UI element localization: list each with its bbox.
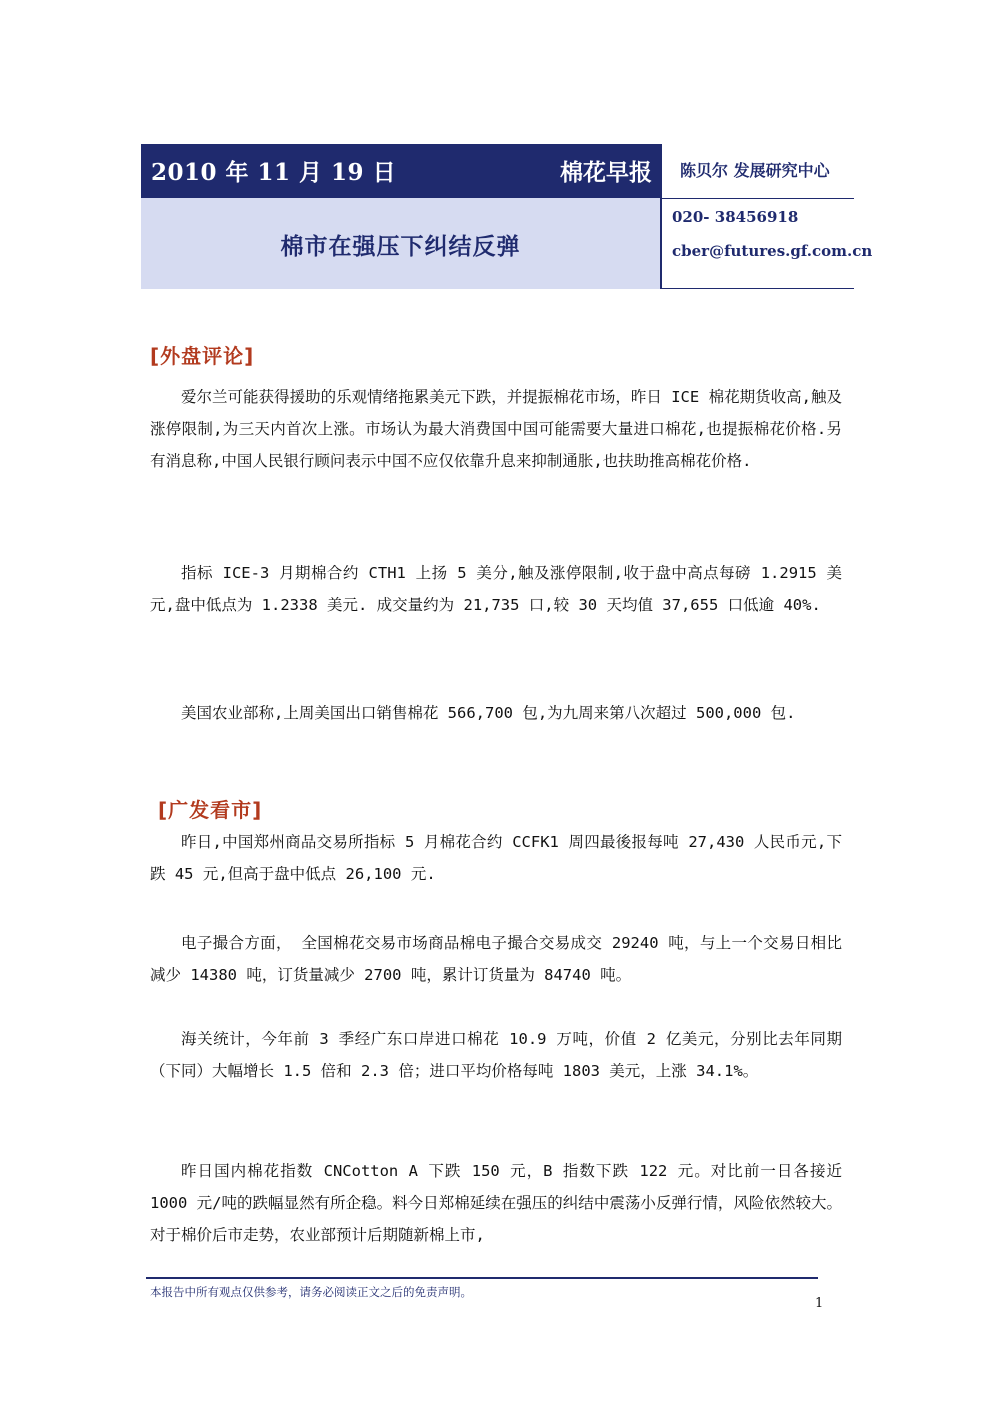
date-bar [141, 144, 660, 198]
paragraph: 指标 ICE-3 月期棉合约 CTH1 上扬 5 美分,触及涨停限制,收于盘中高点每磅 1.2915 美元,盘中低点为 1.2338 美元. 成交量约为 21,735 口,较 30 天均值 37,655 口低逾 40%. [150, 564, 842, 614]
page-number: 1 [815, 1296, 824, 1311]
report-date: 2010 年 11 月 19 日 [151, 159, 397, 186]
contact-divider [662, 288, 854, 289]
report-type: 棉花早报 [560, 160, 652, 186]
section-title-gf: [广发看市] [158, 798, 263, 822]
paragraph: 昨日,中国郑州商品交易所指标 5 月棉花合约 CCFK1 周四最後报每吨 27,430 人民币元,下跌 45 元,但高于盘中低点 26,100 元. [150, 833, 842, 883]
paragraph: 美国农业部称,上周美国出口销售棉花 566,700 包,为九周来第八次超过 500,000 包. [181, 704, 796, 722]
contact-top [662, 144, 854, 199]
contact-panel [660, 144, 873, 289]
contact-phone: 020- 38456918 [672, 208, 799, 226]
paragraph: 昨日国内棉花指数 CNCotton A 下跌 150 元，B 指数下跌 122 元。对比前一日各接近 1000 元/吨的跌幅显然有所企稳。料今日郑棉延续在强压的纠结中震荡小反弹行情，风险依然较大。对于棉价后市走势，农业部预计后期随新棉上市, [150, 1162, 842, 1244]
footer-disclaimer: 本报告中所有观点仅供参考，请务必阅读正文之后的免责声明。 [150, 1285, 472, 1299]
report-title: 棉市在强压下纠结反弹 [280, 234, 521, 260]
title-box [141, 198, 660, 289]
paragraph: 海关统计，今年前 3 季经广东口岸进口棉花 10.9 万吨，价值 2 亿美元，分别比去年同期（下同）大幅增长 1.5 倍和 2.3 倍；进口平均价格每吨 1803 美元，上涨 34.1%。 [150, 1030, 842, 1080]
section-title-foreign: [外盘评论] [150, 344, 255, 368]
footer-divider [146, 1277, 818, 1279]
contact-email[interactable]: cber@futures.gf.com.cn [672, 242, 873, 260]
report-header [141, 144, 873, 289]
paragraph: 爱尔兰可能获得援助的乐观情绪拖累美元下跌，并提振棉花市场，昨日 ICE 棉花期货收高,触及涨停限制,为三天内首次上涨。市场认为最大消费国中国可能需要大量进口棉花,也提振棉花价格.另有消息称,中国人民银行顾问表示中国不应仅依靠升息来抑制通胀,也扶助推高棉花价格. [150, 388, 842, 470]
paragraph: 电子撮合方面， 全国棉花交易市场商品棉电子撮合交易成交 29240 吨，与上一个交易日相比减少 14380 吨，订货量减少 2700 吨，累计订货量为 84740 吨。 [150, 934, 842, 984]
contact-name: 陈贝尔 发展研究中心 [680, 161, 830, 180]
